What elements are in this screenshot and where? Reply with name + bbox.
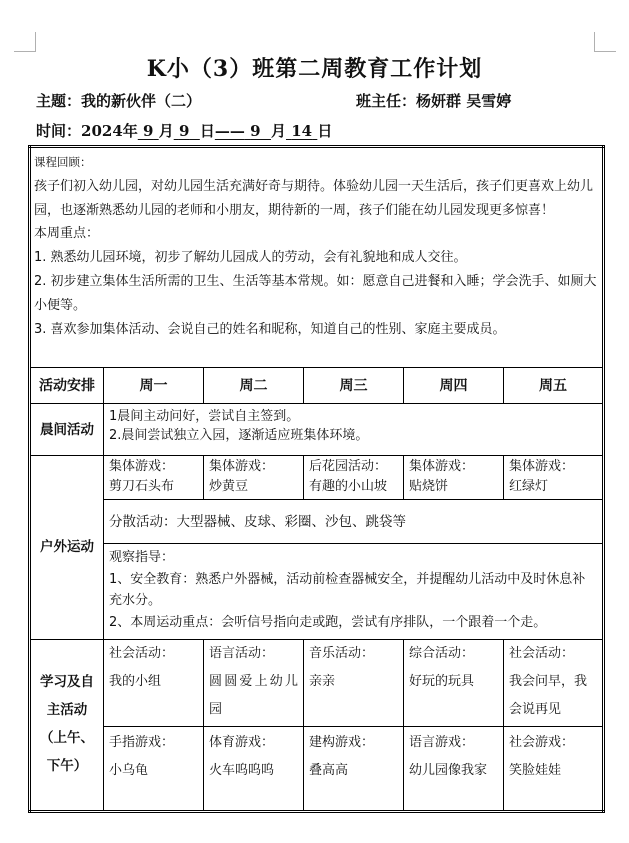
- focus-item: 2. 初步建立集体生活所需的卫生、生活等基本常规。如：愿意自己进餐和入睡；学会洗手、如厕大小便等。: [34, 273, 597, 313]
- date-end-day: 14: [291, 122, 313, 140]
- intro-cell: [30, 147, 604, 368]
- header-tuesday: 周二: [204, 368, 304, 404]
- study-cell: 语言活动： 圆圆爱上幼儿园: [204, 640, 304, 727]
- morning-label: 晨间活动: [30, 404, 104, 456]
- study-cell: 手指游戏： 小乌龟: [104, 727, 204, 812]
- study-pm-row: [30, 727, 604, 812]
- guidance-line: 2、本周运动重点：会听信号指向走或跑，尝试有序排队，一个跟着一个走。: [109, 614, 547, 630]
- study-cell: 建构游戏： 叠高高: [304, 727, 404, 812]
- guidance-row: [30, 544, 604, 640]
- study-cell: 社会活动： 我会问早，我会说再见: [504, 640, 604, 727]
- game-cell: 集体游戏： 剪刀石头布: [104, 456, 204, 500]
- header-monday: 周一: [104, 368, 204, 404]
- header-row: [30, 368, 604, 404]
- header-thursday: 周四: [404, 368, 504, 404]
- study-label: 学习及自 主活动 （上午、 下午）: [30, 640, 104, 812]
- header-friday: 周五: [504, 368, 604, 404]
- outdoor-label: 户外运动: [30, 456, 104, 640]
- guidance-line: 1、安全教育：熟悉户外器械，活动前检查器械安全，并提醒幼儿活动中及时休息补充水分。: [109, 571, 586, 608]
- game-cell: 集体游戏： 红绿灯: [504, 456, 604, 500]
- date-dash: —— 9: [214, 122, 261, 140]
- game-cell: 集体游戏： 贴烧饼: [404, 456, 504, 500]
- theme-label: 主题：: [36, 92, 82, 110]
- focus-item: 3. 喜欢参加集体活动、会说自己的姓名和昵称，知道自己的性别、家庭主要成员。: [34, 321, 506, 337]
- theme-line: [36, 90, 201, 111]
- corner-mark-top-left: [14, 32, 36, 52]
- study-cell: 综合活动： 好玩的玩具: [404, 640, 504, 727]
- date-line: 时间：2024年 9 月 9 日—— 9 月 14 日: [36, 122, 333, 140]
- review-text: 孩子们初入幼儿园，对幼儿园生活充满好奇与期待。体验幼儿园一天生活后，孩子们更喜欢上幼儿园，也逐渐熟悉幼儿园的老师和小朋友，期待新的一周，孩子们能在幼儿园发现更多惊喜！: [34, 178, 594, 218]
- date-label: 时间：: [36, 122, 82, 140]
- game-cell: 后花园活动： 有趣的小山坡: [304, 456, 404, 500]
- study-cell: 社会活动： 我的小组: [104, 640, 204, 727]
- focus-label: 本周重点：: [34, 226, 100, 242]
- guidance-label: 观察指导：: [109, 550, 175, 565]
- header-wednesday: 周三: [304, 368, 404, 404]
- date-start-day: 9: [178, 122, 190, 140]
- morning-line: 2.晨间尝试独立入园，逐渐适应班集体环境。: [109, 428, 369, 443]
- study-am-row: [30, 640, 604, 727]
- header-activity: 活动安排: [30, 368, 104, 404]
- theme-value: 我的新伙伴（二）: [81, 92, 202, 110]
- study-cell: 社会游戏： 笑脸娃娃: [504, 727, 604, 812]
- game-cell: 集体游戏： 炒黄豆: [204, 456, 304, 500]
- spread-row: [30, 500, 604, 544]
- morning-content: [104, 404, 604, 456]
- teacher-label: 班主任：: [356, 92, 417, 110]
- date-year: 2024: [81, 122, 123, 140]
- morning-line: 1晨间主动问好，尝试自主签到。: [109, 409, 300, 424]
- review-label: 课程回顾：: [34, 155, 92, 169]
- morning-row: [30, 404, 604, 456]
- teacher-line: [356, 90, 511, 111]
- study-cell: 体育游戏： 火车呜呜呜: [204, 727, 304, 812]
- corner-mark-top-right: [594, 32, 616, 52]
- focus-item: 1. 熟悉幼儿园环境，初步了解幼儿园成人的劳动，会有礼貌地和成人交往。: [34, 250, 467, 266]
- plan-table: [28, 145, 605, 813]
- study-cell: 语言游戏： 幼儿园像我家: [404, 727, 504, 812]
- page-title: K小（3）班第二周教育工作计划: [146, 56, 483, 82]
- teacher-names: 杨妍群 吴雪婷: [416, 92, 512, 110]
- date-start-month: 9: [143, 122, 154, 140]
- guidance-cell: [104, 544, 604, 640]
- spread-activity: 分散活动：大型器械、皮球、彩圈、沙包、跳袋等: [104, 500, 604, 544]
- study-cell: 音乐活动： 亲亲: [304, 640, 404, 727]
- outdoor-games-row: [30, 456, 604, 500]
